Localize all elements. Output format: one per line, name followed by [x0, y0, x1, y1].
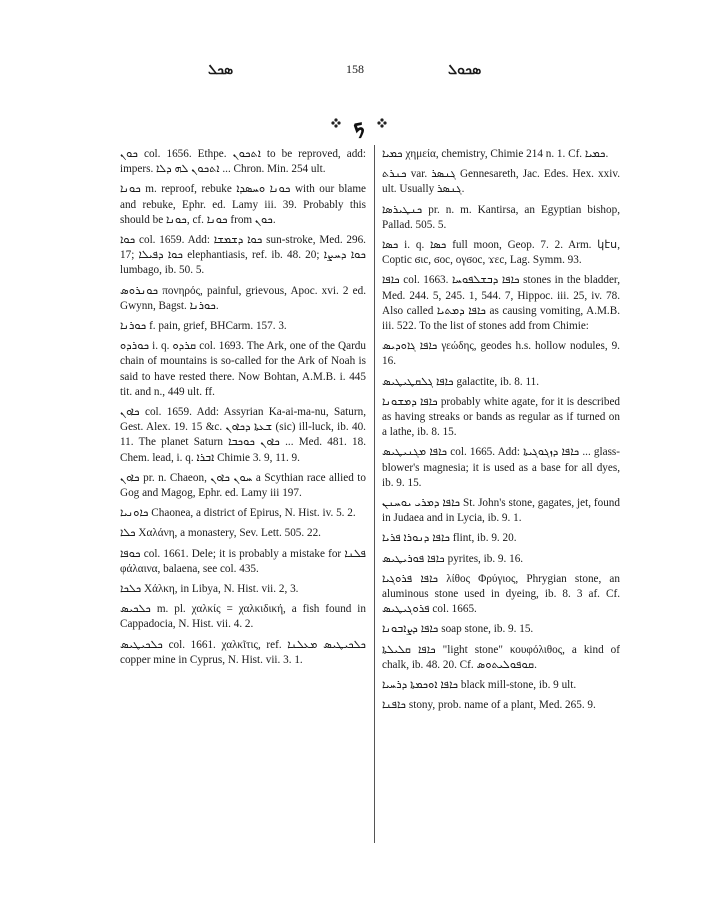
- page-number: 158: [346, 62, 364, 76]
- dictionary-entry: ܟܘܪܕܘ i. q. ܩܪܕܘ col. 1693. The Ark, one of the Qardu chain of mountains is so-called for the Ark of Noah is said to have rested there. Now Bohtan, A.M.B. i. 445 tit. and n., 449 ult. ff.: [120, 340, 366, 398]
- dictionary-entry: ܟܢܛܝܪܣܐ pr. n. m. Kantirsa, an Egyptian bishop, Pallad. 505. 5.: [382, 203, 620, 231]
- column-divider: [374, 145, 375, 843]
- dictionary-entry: ܟܣܐ i. q. ܟܣܐ full moon, Geop. 7. 2. Arm. կէս, Coptic ϭιc, ϭοc, ογϭοc, ϫεc, Lag. Symm. 93.: [382, 239, 620, 267]
- dictionary-entry: ܟܠܐ Χαλάνη, a monastery, Sev. Lett. 505. 22.: [120, 527, 321, 540]
- dictionary-entry: ܟܐܦܢܐ stony, prob. name of a plant, Med. 265. 9.: [382, 699, 596, 712]
- dictionary-entry: ܟܐܦܐ ܦܘܪܝܛܝܣ pyrites, ib. 9. 16.: [382, 552, 524, 565]
- dictionary-entry: ܟܠܟܝܛܝܣ col. 1661. χαλκῖτις, ref. ܟܠܟܝܛܝܣ ܡܥܠܢܐ copper mine in Cyprus, N. Hist. vii. 3. 1.: [120, 638, 366, 666]
- dictionary-entry: ܟܘܐ col. 1659. Add: ܟܘܐ ܕܫܡܫܐ sun-stroke, Med. 296. 17; ܟܘܐ ܕܦܝܠܐ elephantiasis, ref. ib. 48. 20; ܟܘܐ ܕܚܨܐ lumbago, ib. 50. 5.: [120, 234, 366, 277]
- dictionary-entry: ܟܐܦܐ col. 1663. ܟܐܦܐ ܕܒܫܠܦܘܚܐ stones in the bladder, Med. 244. 5, 245. 1, 544. 7, Hippoc. iii. 25, iv. 78. Also called ܟܐܦܐ ܕܡܬܝܐ as causing vomiting, A.M.B. iii. 522. To the list of stones add from Chimie:: [382, 274, 621, 333]
- dictionary-entry: ܟܐܦܐ ܕܨܐܒܘܢܐ soap stone, ib. 9. 15.: [382, 623, 534, 636]
- dictionary-entry: ܟܐܦܐ ܡܓܢܝܛܝܣ col. 1665. Add: ܟܐܦܐ ܕܙܓܘܓܝܬܐ ... glass-blower's magnesia; it is used as a base for all dyes, ib. 9. 15.: [382, 446, 620, 489]
- dictionary-entry: ܟܐܦܐ ܐܘܟܡܬܐ ܕܪܚܝܐ black mill-stone, ib. 9 ult.: [382, 679, 577, 692]
- dictionary-entry: ܟܠܟܐ Χάλκη, in Libya, N. Hist. vii. 2, 3.: [120, 583, 299, 596]
- dictionary-entry: ܟܘܢ col. 1656. Ethpe. ܐܬܟܘܢ to be reproved, add: impers. ܐܬܟܘܢ ܠܗ ܕܠܐ ... Chron. Min. 254 ult.: [120, 148, 367, 176]
- dictionary-entry: ܟܐܘܢܝܐ Chaonea, a district of Epirus, N. Hist. iv. 5. 2.: [120, 507, 356, 520]
- page-header: [0, 62, 714, 82]
- left-running-head: ܣܟܠ: [208, 62, 234, 78]
- dictionary-entry: ܟܐܘܢ pr. n. Chaeon, ܚܘܢ ܟܐܘܢ a Scythian race allied to Gog and Magog, Ephr. ed. Lamy iii 197.: [120, 471, 366, 500]
- dictionary-entry: ܟܐܘܢ col. 1659. Add: Assyrian Ka-ai-ma-nu, Saturn, Gest. Alex. 19. 15 &c. ܫܥܬܐ ܕܟܐܘܢ (sic) ill-luck, ib. 40. 11. The planet Saturn ܟܐܘܢ ܟܘܟܒܐ ... Med. 481. 18. Chem. lead, i. q. ܐܒܪܐ Chimie 3. 9, 11. 9.: [120, 406, 366, 464]
- dictionary-entry: ܟܘܢܪܘܣ πονηρός, painful, grievous, Apoc. xvi. 2 ed. Gwynn, Bagst. ܟܘܪܢܐ.: [120, 284, 366, 312]
- left-dots-ornament: [331, 118, 340, 127]
- right-dots-ornament: [377, 118, 386, 127]
- dictionary-entry: ܟܡܝܐ χημεία, chemistry, Chimie 214 n. 1. Cf. ܟܡܝܐ.: [382, 148, 609, 160]
- dictionary-entry: ܟܐܦܐ ܕܢܘܪܐ ܦܪܝܐ flint, ib. 9. 20.: [382, 532, 517, 545]
- right-running-head: ܣܟܘܠ: [448, 62, 482, 78]
- dictionary-entry: ܟܐܦܐ ܩܠܝܠܬܐ "light stone" κουφόλιθος, a kind of chalk, ib. 48. 20. Cf. ܩܘܦܘܠܝܬܘܣ.: [382, 643, 620, 671]
- dictionary-entry: ܟܐܦܐ ܕܡܪܝ ܝܘܚܢܢ St. John's stone, gagates, jet, found in Judaea and in Lycia, ib. 9. 1.: [382, 497, 620, 525]
- dictionary-entry: ܟܘܦܐ col. 1661. Dele; it is probably a mistake for ܦܠܢܐ φάλαινα, balaena, see col. 435.: [120, 547, 366, 575]
- left-column: [120, 147, 366, 673]
- dictionary-entry: ܟܘܢܐ m. reproof, rebuke ܟܘܢܐ ܘܚܣܕܐ with our blame and rebuke, Ephr. ed. Lamy iii. 39. Probably this should be ܟܘܢܐ, cf. ܟܘܢܐ from ܟܘܢ.: [120, 183, 367, 226]
- dictionary-entry: ܟܐܦܐ ܦܪܘܓܝܐ λίθος Φρύγιος, Phrygian stone, an aluminous stone used in dyeing, ib. 8. 3 af. Cf. ܦܪܘܓܝܛܝܣ col. 1665.: [382, 572, 620, 616]
- dictionary-entry: ܟܘܪܢܐ f. pain, grief, BHCarm. 157. 3.: [120, 320, 287, 333]
- right-column: [382, 147, 620, 719]
- dictionary-entry: ܟܠܟܝܣ m. pl. χαλκίς = χαλκιδική, a fish found in Cappadocia, N. Hist. vii. 4. 2.: [120, 603, 366, 631]
- section-ornament: [324, 110, 394, 144]
- dictionary-entry: ܟܐܦܐ ܕܡܫܘܢܐ probably white agate, for it is described as having streaks or bands as regular as if turned on a lathe, ib. 8. 15.: [382, 395, 620, 439]
- section-letter: ܟ: [353, 113, 365, 138]
- dictionary-entry: ܟܐܦܐ ܓܠܩܛܝܛܝܣ galactite, ib. 8. 11.: [382, 375, 540, 388]
- dictionary-entry: ܟܐܦܐ ܓܐܘܕܝܣ γεώδης, geodes h.s. hollow nodules, 9. 16.: [382, 340, 620, 368]
- dictionary-entry: ܟܢܪܬ var. ܓܢܣܪ Gennesareth, Jac. Edes. Hex. xxiv. ult. Usually ܓܢܣܪ.: [382, 168, 620, 196]
